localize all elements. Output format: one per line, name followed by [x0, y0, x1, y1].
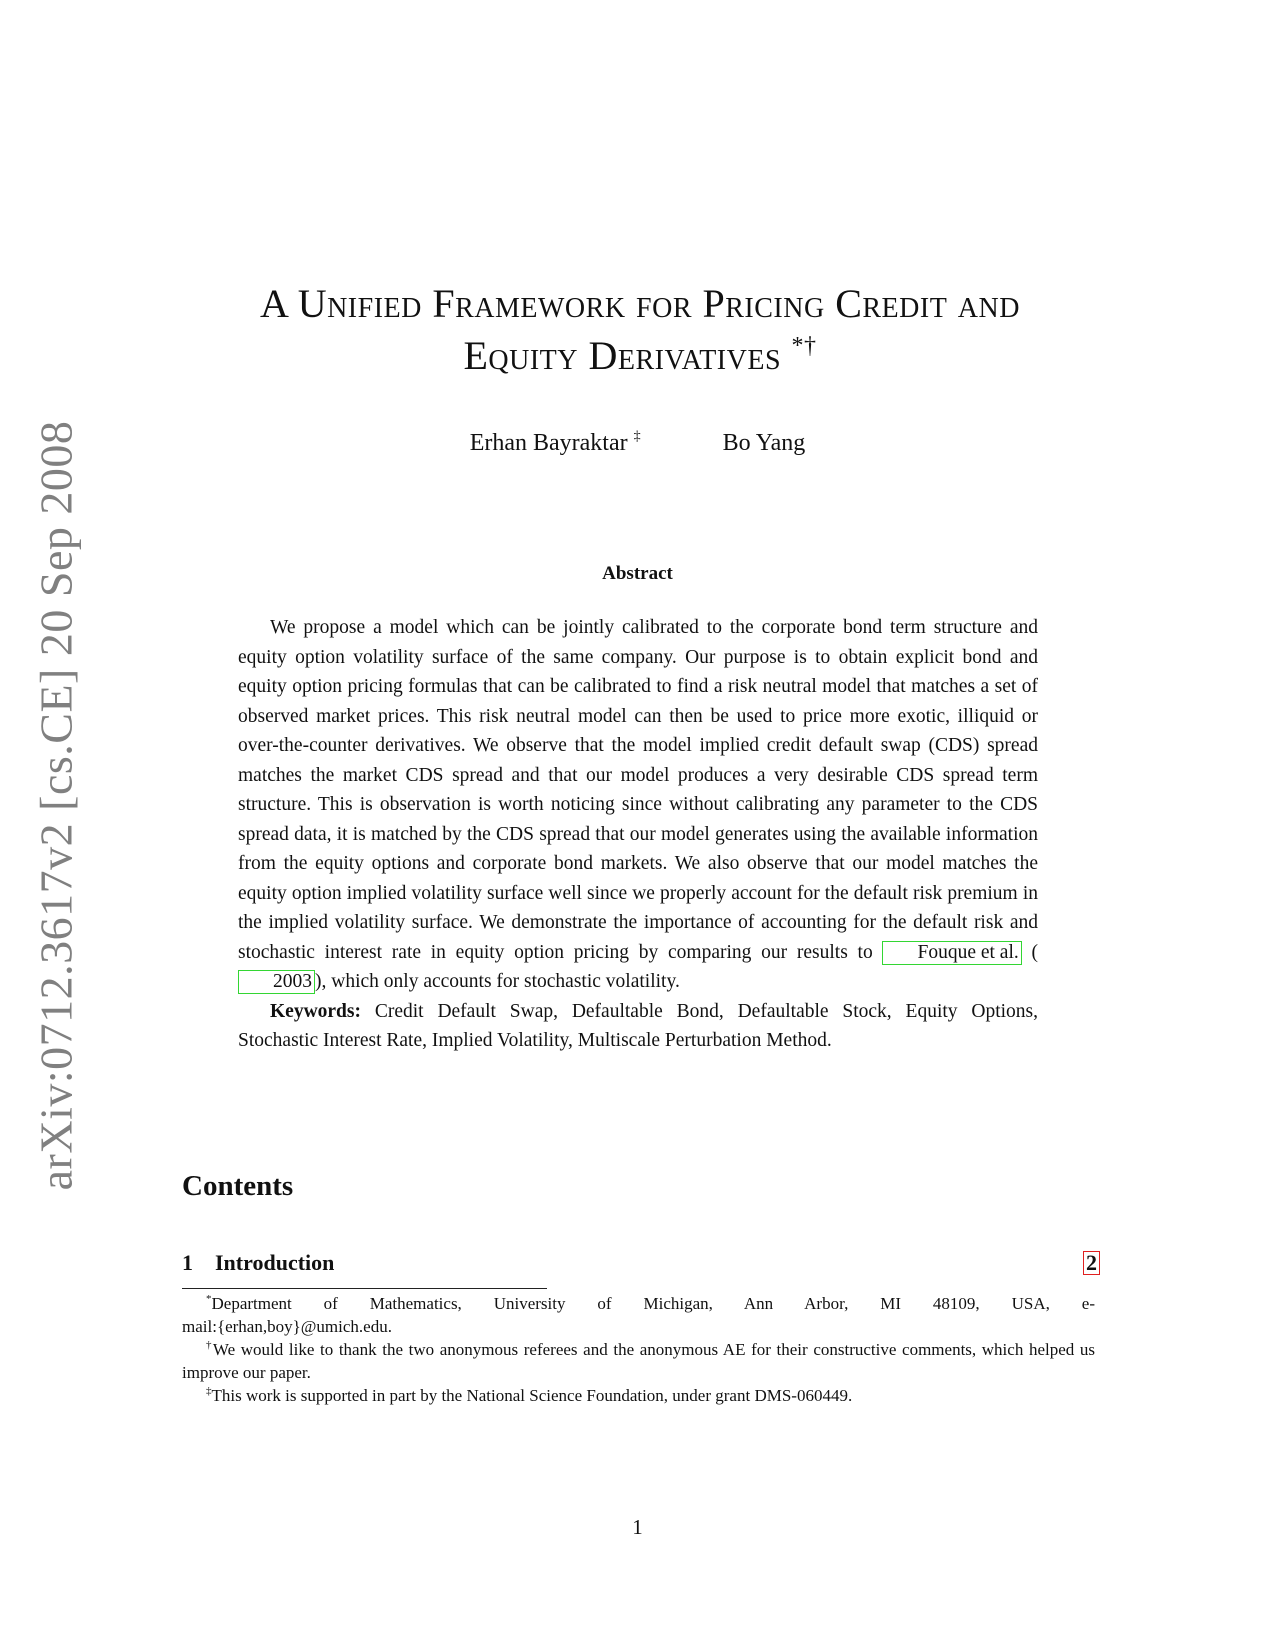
- author-list: [0, 430, 1275, 457]
- footnote-mark: *: [206, 1293, 212, 1305]
- citation-year-link[interactable]: 2003: [238, 970, 315, 994]
- footnote-divider: [182, 1288, 547, 1289]
- arxiv-identifier-text: arXiv:0712.3617v2 [cs.CE] 20 Sep 2008: [30, 420, 82, 1190]
- toc-page-link[interactable]: 2: [1083, 1251, 1100, 1275]
- title-line-2: [160, 330, 1120, 382]
- author-name: Bo Yang: [722, 430, 806, 456]
- toc-section-title[interactable]: Introduction: [215, 1250, 335, 1275]
- title-line-2-text: Equity Derivatives: [463, 333, 782, 378]
- toc-section-number: 1: [182, 1250, 193, 1275]
- abstract-heading: Abstract: [602, 563, 673, 584]
- footnote-funding: ‡This work is supported in part by the National Science Foundation, under grant DMS-060449.: [206, 1385, 853, 1405]
- page-number: 1: [632, 1515, 643, 1539]
- paper-title: [160, 278, 1120, 382]
- arxiv-identifier-stamp: [23, 420, 88, 1190]
- footnote-mark: ‡: [206, 1385, 212, 1397]
- footnote-acknowledgement: †We would like to thank the two anonymous referees and the anonymous AE for their constructive comments, which helped us improve our paper.: [182, 1339, 1096, 1382]
- keywords-text: Credit Default Swap, Defaultable Bond, Defaultable Stock, Equity Options, Stochastic Interest Rate, Implied Volatility, Multiscale Perturbation Method.: [238, 1000, 1039, 1051]
- abstract-body: [238, 613, 1038, 1056]
- title-footnote-marks[interactable]: *†: [791, 333, 817, 359]
- keywords-label: Keywords:: [270, 1000, 361, 1022]
- footnote-email: mail:{erhan,boy}@umich.edu.: [182, 1317, 392, 1336]
- title-line-1: A Unified Framework for Pricing Credit and: [260, 281, 1020, 326]
- contents-heading: Contents: [182, 1170, 294, 1202]
- footnote-affiliation: *Department of Mathematics, University of Michigan, Ann Arbor, MI 48109, USA, e-: [206, 1293, 1095, 1313]
- footnotes: [182, 1292, 1095, 1407]
- author-footnote-mark[interactable]: ‡: [633, 429, 641, 444]
- toc-entry-introduction[interactable]: [182, 1248, 1100, 1278]
- citation-author-link[interactable]: Fouque et al.: [882, 941, 1021, 965]
- footnote-mark: †: [206, 1339, 213, 1351]
- author-name: Erhan Bayraktar ‡: [469, 429, 641, 456]
- abstract-paragraph: We propose a model which can be jointly calibrated to the corporate bond term structure and equity option volatility surface of the same company. Our purpose is to obtain explicit bond and equity option pricing formulas that can be calibrated to find a risk neutral model that matches a set of observed market prices. This risk neutral model can then be used to price more exotic, illiquid or over-the-counter derivatives. We observe that the model implied credit default swap (CDS) spread matches the market CDS spread and that our model produces a very desirable CDS spread term structure. This is observation is worth noticing since without calibrating any parameter to the CDS spread data, it is matched by the CDS spread that our model generates using the available information from the equity options and corporate bond markets. We also observe that our model matches the equity option implied volatility surface well since we properly account for the default risk premium in the implied volatility surface. We demonstrate the importance of accounting for the default risk and stochastic interest rate in equity option pricing by comparing our results to Fouque et al. (2003 ), which only accounts for stochastic volatility.: [238, 617, 1039, 992]
- keywords: [238, 997, 1038, 1056]
